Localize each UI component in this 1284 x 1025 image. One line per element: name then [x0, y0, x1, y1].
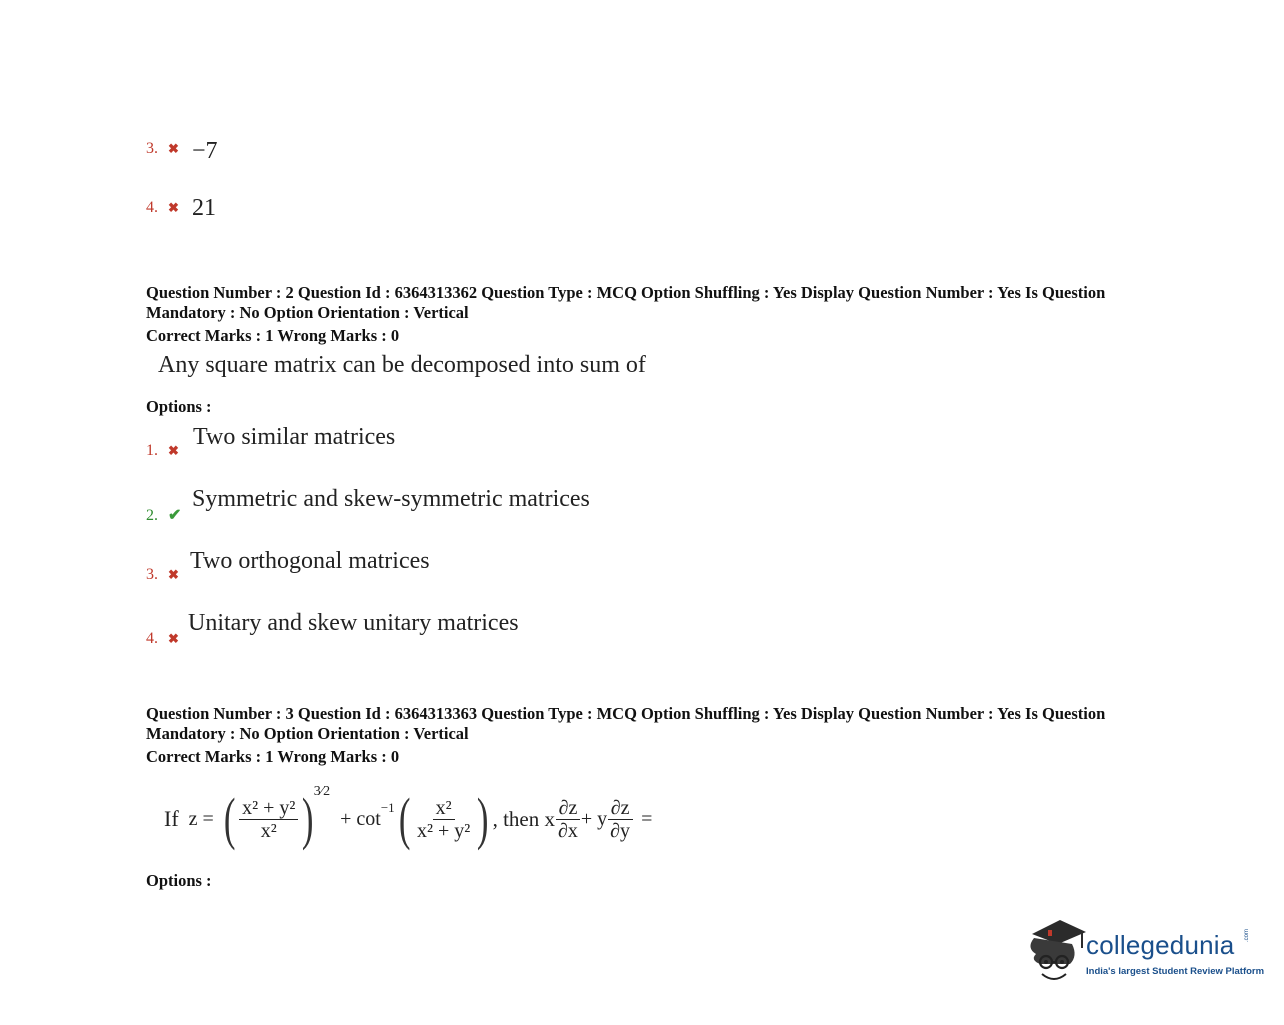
- option-number: 3.: [146, 140, 158, 157]
- logo-com: .com: [1244, 928, 1250, 942]
- left-paren: (: [223, 786, 236, 851]
- q2-option-3: [146, 566, 179, 584]
- q2-option-3-text: Two orthogonal matrices: [190, 548, 430, 574]
- q2-meta-line2: Mandatory : No Option Orientation : Vertical: [146, 303, 469, 322]
- q2-option-1: [146, 442, 179, 460]
- q2-option-4-text: Unitary and skew unitary matrices: [188, 610, 519, 636]
- wrong-icon: ✖: [168, 200, 179, 215]
- mascot-icon: [1024, 916, 1086, 982]
- wrong-icon: ✖: [168, 141, 179, 156]
- logo-name: collegedunia: [1086, 930, 1235, 960]
- q2-option-1-text: Two similar matrices: [193, 424, 396, 450]
- partial-z-numerator-2: ∂z: [608, 797, 633, 820]
- fraction-1: [239, 797, 298, 842]
- option-number: 4.: [146, 199, 158, 216]
- partial-z-x: [555, 797, 581, 842]
- q3-meta-line2: Mandatory : No Option Orientation : Vertical: [146, 724, 469, 743]
- wrong-icon: ✖: [168, 567, 179, 582]
- inverse-exponent: −1: [380, 800, 395, 815]
- partial-z-numerator: ∂z: [556, 797, 581, 820]
- fraction-2-denominator: x² + y²: [416, 819, 471, 842]
- prev-option-4-text: 21: [192, 195, 216, 221]
- check-icon: ✔: [168, 507, 182, 524]
- if-word: If: [164, 806, 179, 831]
- fraction-1-denominator: x²: [260, 819, 277, 842]
- q3-options-label: Options :: [146, 871, 212, 890]
- exponent: 3⁄2: [313, 784, 331, 799]
- fraction-2: [414, 797, 473, 842]
- prev-option-3: [146, 140, 179, 158]
- then-x: , then x: [492, 806, 555, 831]
- right-paren: ): [302, 786, 314, 851]
- right-paren-2: ): [477, 786, 489, 851]
- partial-x-denominator: ∂x: [558, 819, 578, 842]
- q2-option-4: [146, 630, 179, 648]
- wrong-icon: ✖: [168, 631, 179, 646]
- option-number: 3.: [146, 566, 158, 583]
- equals-sign: =: [641, 807, 653, 830]
- partial-z-y: [607, 797, 633, 842]
- q2-marks: Correct Marks : 1 Wrong Marks : 0: [146, 326, 400, 345]
- option-number: 1.: [146, 442, 158, 459]
- collegedunia-logo: [1024, 916, 1265, 988]
- q2-option-2-text: Symmetric and skew-symmetric matrices: [192, 486, 590, 512]
- q2-option-2: [146, 505, 181, 525]
- q3-marks: Correct Marks : 1 Wrong Marks : 0: [146, 747, 400, 766]
- left-paren-2: (: [398, 786, 411, 851]
- partial-y-denominator: ∂y: [610, 819, 631, 842]
- logo-tagline: India's largest Student Review Platform: [1086, 966, 1265, 977]
- q2-meta-line1: Question Number : 2 Question Id : 6364313362 Question Type : MCQ Option Shuffling : Yes Display Question Number : Yes Is Question: [146, 283, 1106, 302]
- q2-meta: [146, 283, 1166, 323]
- q2-options-label: Options :: [146, 397, 212, 416]
- fraction-1-numerator: x² + y²: [239, 797, 298, 820]
- q3-equation: [164, 782, 652, 856]
- plus-y: + y: [580, 807, 608, 830]
- prev-option-4: [146, 199, 179, 217]
- plus-cot: + cot: [340, 807, 381, 830]
- fraction-2-numerator: x²: [433, 797, 455, 820]
- option-number: 2.: [146, 507, 158, 524]
- wrong-icon: ✖: [168, 443, 179, 458]
- q3-meta: [146, 704, 1166, 744]
- q2-question-text: Any square matrix can be decomposed into sum of: [158, 352, 646, 378]
- q3-meta-line1: Question Number : 3 Question Id : 6364313363 Question Type : MCQ Option Shuffling : Yes Display Question Number : Yes Is Question: [146, 704, 1106, 723]
- option-number: 4.: [146, 630, 158, 647]
- prev-option-3-text: −7: [192, 138, 218, 164]
- z-equals: z =: [188, 807, 214, 830]
